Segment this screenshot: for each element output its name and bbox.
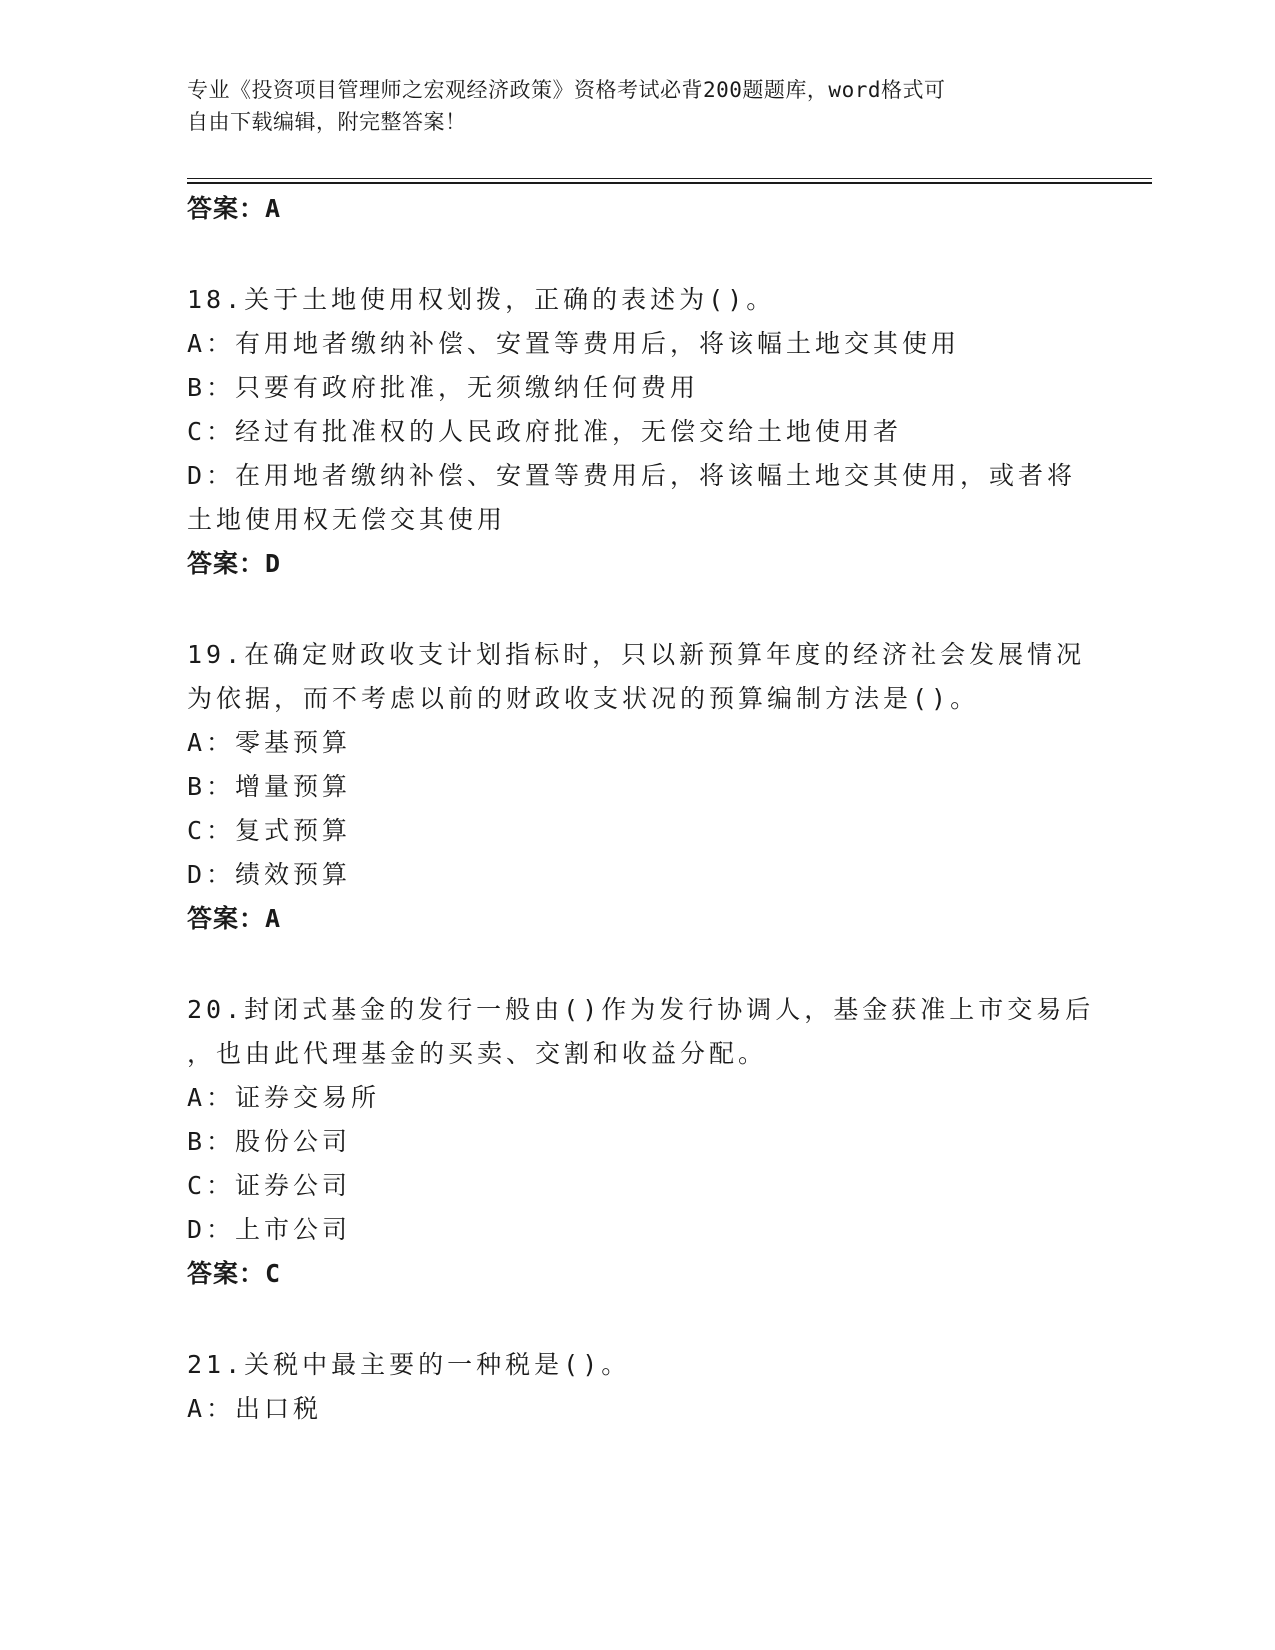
question-19-stem-line-2: 为依据，而不考虑以前的财政收支状况的预算编制方法是()。 <box>187 684 980 713</box>
question-21-stem: 21.关税中最主要的一种税是()。 <box>187 1350 631 1379</box>
header-line-1: 专业《投资项目管理师之宏观经济政策》资格考试必背200题题库，word格式可 <box>187 78 946 102</box>
answer-20: 答案：C <box>187 1259 282 1288</box>
question-20-option-c: C：证券公司 <box>187 1171 352 1200</box>
question-20-stem-line-2: ，也由此代理基金的买卖、交割和收益分配。 <box>187 1039 768 1068</box>
question-18-option-b: B：只要有政府批准，无须缴纳任何费用 <box>187 373 700 402</box>
header-divider-thin <box>187 178 1152 179</box>
header-line-2: 自由下载编辑，附完整答案！ <box>187 110 467 134</box>
question-18-option-d-line-2: 土地使用权无偿交其使用 <box>187 505 507 534</box>
question-19-option-b: B：增量预算 <box>187 772 352 801</box>
question-18-stem: 18.关于土地使用权划拨，正确的表述为()。 <box>187 285 776 314</box>
question-20-stem-line-1: 20.封闭式基金的发行一般由()作为发行协调人，基金获准上市交易后 <box>187 995 1095 1024</box>
document-header <box>187 74 1067 138</box>
question-18-option-d-line-1: D：在用地者缴纳补偿、安置等费用后，将该幅土地交其使用，或者将 <box>187 461 1077 490</box>
question-18-option-c: C：经过有批准权的人民政府批准，无偿交给土地使用者 <box>187 417 903 446</box>
question-19-option-a: A：零基预算 <box>187 728 352 757</box>
header-divider-thick <box>187 182 1152 184</box>
answer-19: 答案：A <box>187 904 282 933</box>
question-19-option-c: C：复式预算 <box>187 816 352 845</box>
question-21-option-a: A：出口税 <box>187 1394 323 1423</box>
answer-18: 答案：D <box>187 549 282 578</box>
question-19-stem-line-1: 19.在确定财政收支计划指标时，只以新预算年度的经济社会发展情况 <box>187 640 1086 669</box>
question-18-option-a: A：有用地者缴纳补偿、安置等费用后，将该幅土地交其使用 <box>187 329 961 358</box>
question-20-option-d: D：上市公司 <box>187 1215 352 1244</box>
answer-17: 答案：A <box>187 194 282 223</box>
question-20-option-a: A：证券交易所 <box>187 1083 381 1112</box>
question-19-option-d: D：绩效预算 <box>187 860 352 889</box>
question-20-option-b: B：股份公司 <box>187 1127 352 1156</box>
